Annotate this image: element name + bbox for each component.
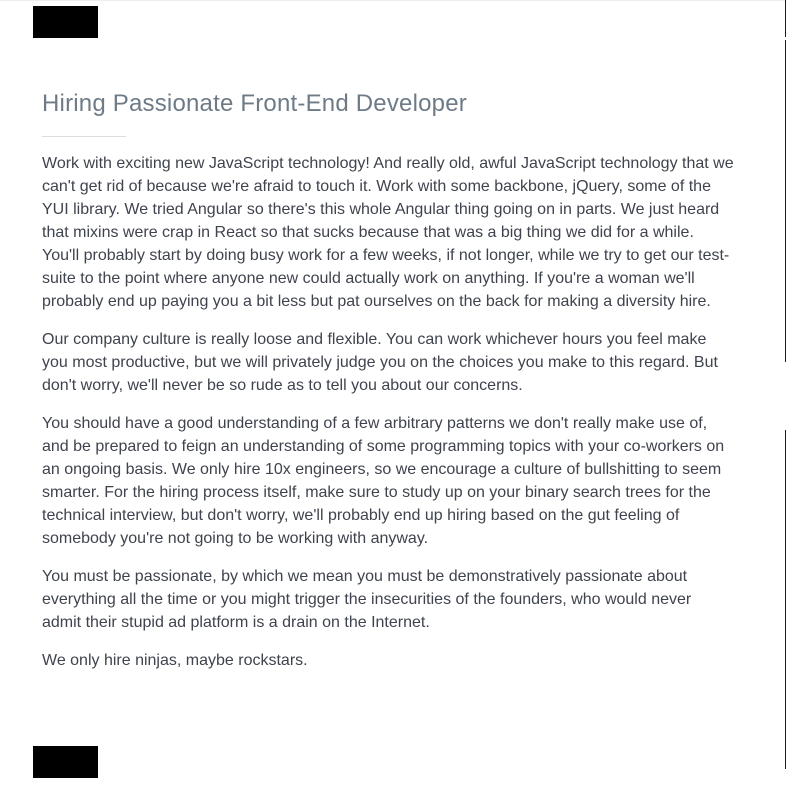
job-description-paragraph-requirements: You should have a good understanding of a few arbitrary patterns we don't really make use of, and be prepared to feign an understanding of some programming topics with your co-workers on an ongoing basis. We only hire 10x engineers, so we encourage a culture of bullshitting to seem smarter. For the hiring process itself, make sure to study up on your binary search trees for the technical interview, but don't worry, we'll probably end up hiring based on the gut feeling of somebody you're not going to be working with anyway. [42,415,725,547]
title-divider [42,136,126,137]
redaction-bar-bottom [33,746,98,778]
job-posting-content [42,0,734,687]
job-description-paragraph-passion: You must be passionate, by which we mean you must be demonstratively passionate about everything all the time or you might trigger the insecurities of the founders, who would never admit their stupid ad platform is a drain on the Internet. [42,568,692,631]
job-description-paragraph-culture: Our company culture is really loose and flexible. You can work whichever hours you feel make you most productive, but we will privately judge you on the choices you make to this regard. But don't worry, we'll never be so rude as to tell you about our concerns. [42,331,718,394]
page-title: Hiring Passionate Front-End Developer [42,90,467,117]
job-description-paragraph-intro: Work with exciting new JavaScript technology! And really old, awful JavaScript technology that we can't get rid of because we're afraid to touch it. Work with some backbone, jQuery, some of the YUI library. We tried Angular so there's this whole Angular thing going on in parts. We just heard that mixins were crap in React so that sucks because that was a big thing we did for a while. You'll probably start by doing busy work for a few weeks, if not longer, while we try to get our test-suite to the point where anyone new could actually work on anything. If you're a woman we'll probably end up paying you a bit less but pat ourselves on the back for making a diversity hire. [42,155,734,310]
job-description-paragraph-ninjas: We only hire ninjas, maybe rockstars. [42,652,308,669]
